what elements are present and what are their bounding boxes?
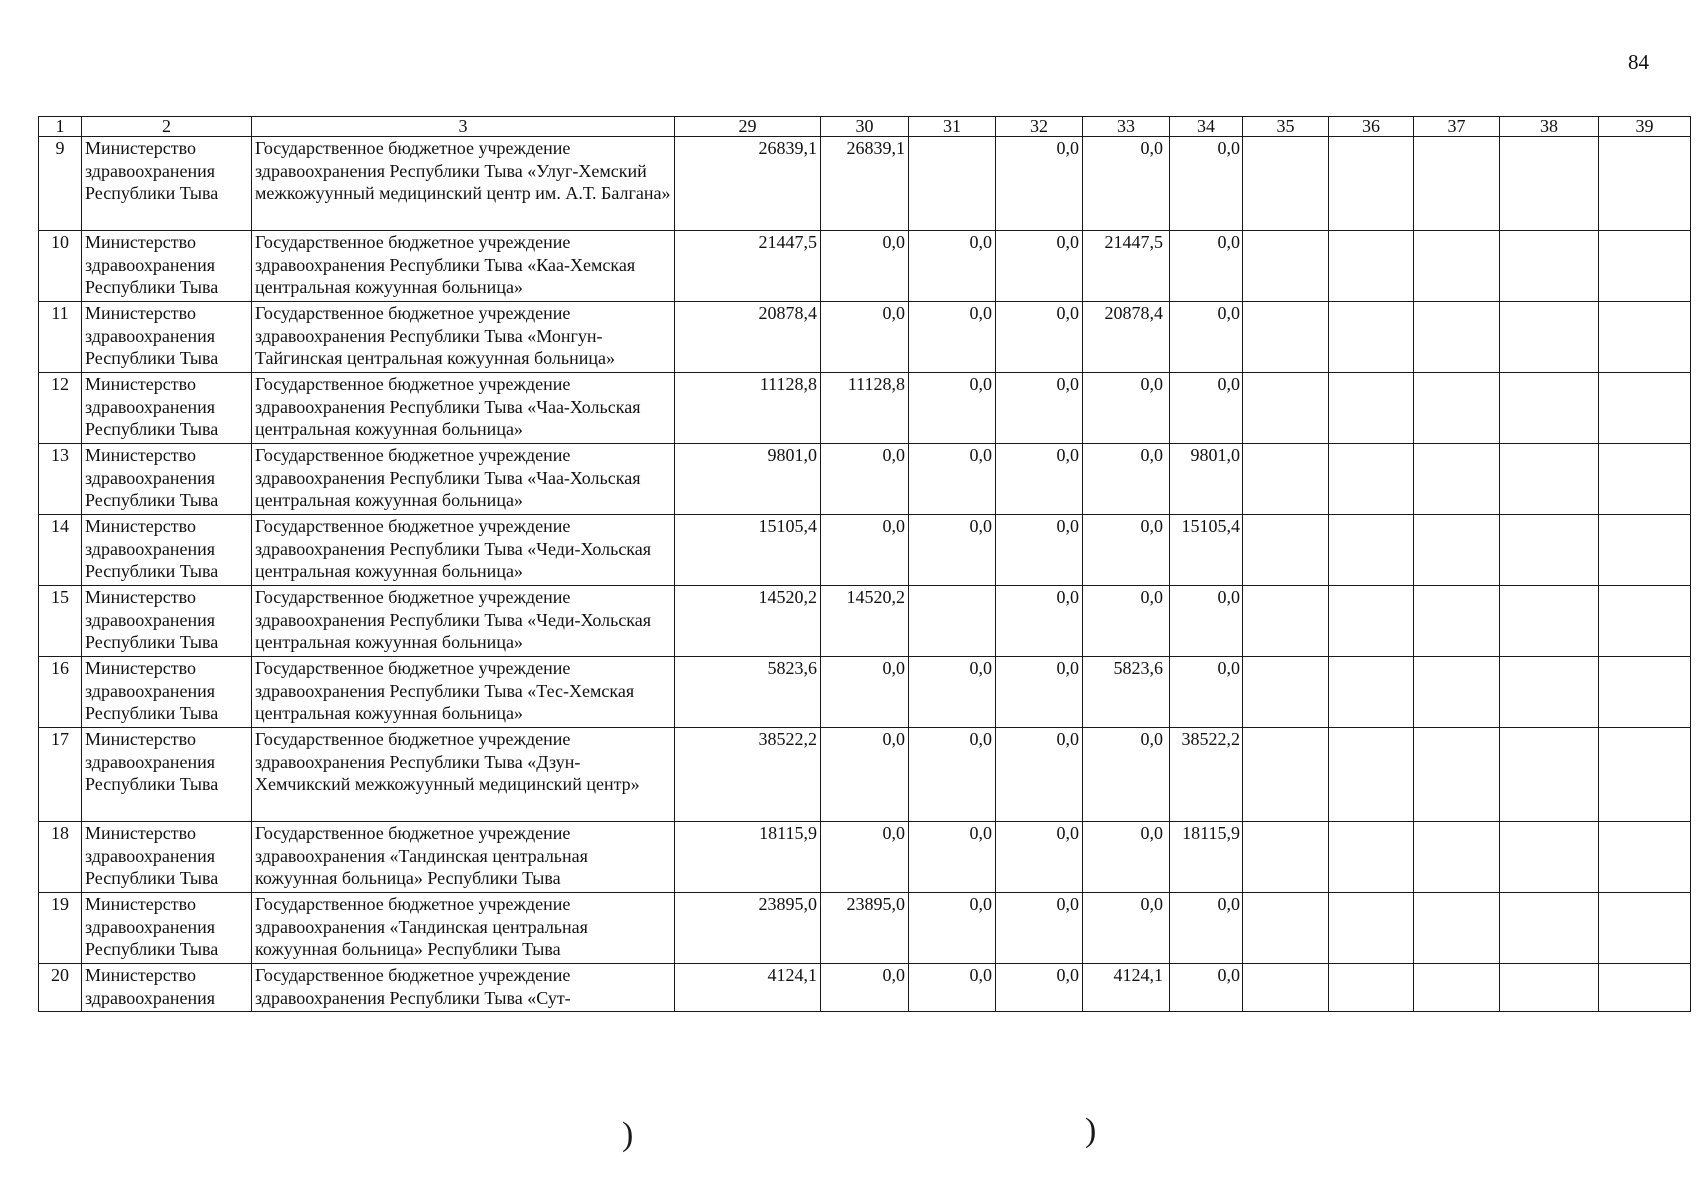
empty-cell-39 xyxy=(1599,231,1691,302)
empty-cell-38 xyxy=(1500,444,1599,515)
value-cell-34: 0,0 xyxy=(1170,373,1243,444)
table-row xyxy=(39,373,1691,444)
row-number: 11 xyxy=(39,302,82,373)
empty-cell-39 xyxy=(1599,302,1691,373)
empty-cell-35 xyxy=(1243,728,1329,822)
value-cell-30: 0,0 xyxy=(821,728,909,822)
value-cell-34: 0,0 xyxy=(1170,137,1243,231)
table-row xyxy=(39,586,1691,657)
value-cell-33: 0,0 xyxy=(1083,444,1170,515)
empty-cell-36 xyxy=(1329,657,1414,728)
scan-artifact-mark: ) xyxy=(1085,1112,1097,1149)
empty-cell-38 xyxy=(1500,137,1599,231)
empty-cell-37 xyxy=(1414,822,1500,893)
row-number: 18 xyxy=(39,822,82,893)
value-cell-30: 0,0 xyxy=(821,964,909,1012)
empty-cell-37 xyxy=(1414,373,1500,444)
empty-cell-38 xyxy=(1500,964,1599,1012)
column-header: 39 xyxy=(1599,117,1691,137)
empty-cell-35 xyxy=(1243,231,1329,302)
row-number: 20 xyxy=(39,964,82,1012)
column-header: 36 xyxy=(1329,117,1414,137)
value-cell-29: 5823,6 xyxy=(675,657,821,728)
value-cell-31: 0,0 xyxy=(909,728,996,822)
table-row xyxy=(39,822,1691,893)
value-cell-30: 11128,8 xyxy=(821,373,909,444)
column-header: 34 xyxy=(1170,117,1243,137)
institution-cell: Государственное бюджетное учреждение здравоохранения Республики Тыва «Чеди-Хольская центральная кожуунная больница» xyxy=(252,586,675,657)
column-header: 33 xyxy=(1083,117,1170,137)
value-cell-29: 38522,2 xyxy=(675,728,821,822)
institution-cell: Государственное бюджетное учреждение здравоохранения Республики Тыва «Монгун-Тайгинская центральная кожуунная больница» xyxy=(252,302,675,373)
empty-cell-36 xyxy=(1329,586,1414,657)
empty-cell-39 xyxy=(1599,822,1691,893)
ministry-cell: Министерство здравоохранения xyxy=(82,964,252,1012)
empty-cell-37 xyxy=(1414,302,1500,373)
ministry-cell: Министерство здравоохранения Республики Тыва xyxy=(82,657,252,728)
table-row xyxy=(39,444,1691,515)
institution-cell: Государственное бюджетное учреждение здравоохранения Республики Тыва «Каа-Хемская центральная кожуунная больница» xyxy=(252,231,675,302)
value-cell-32: 0,0 xyxy=(996,822,1083,893)
institution-cell: Государственное бюджетное учреждение здравоохранения Республики Тыва «Тес-Хемская центральная кожуунная больница» xyxy=(252,657,675,728)
empty-cell-36 xyxy=(1329,231,1414,302)
row-number: 17 xyxy=(39,728,82,822)
ministry-cell: Министерство здравоохранения Республики Тыва xyxy=(82,137,252,231)
value-cell-32: 0,0 xyxy=(996,515,1083,586)
empty-cell-35 xyxy=(1243,515,1329,586)
ministry-cell: Министерство здравоохранения Республики Тыва xyxy=(82,586,252,657)
value-cell-31: 0,0 xyxy=(909,964,996,1012)
value-cell-29: 4124,1 xyxy=(675,964,821,1012)
ministry-cell: Министерство здравоохранения Республики Тыва xyxy=(82,893,252,964)
empty-cell-35 xyxy=(1243,964,1329,1012)
value-cell-29: 15105,4 xyxy=(675,515,821,586)
empty-cell-36 xyxy=(1329,822,1414,893)
value-cell-34: 0,0 xyxy=(1170,893,1243,964)
empty-cell-37 xyxy=(1414,893,1500,964)
page-number: 84 xyxy=(1628,50,1649,74)
value-cell-31: 0,0 xyxy=(909,444,996,515)
column-header: 32 xyxy=(996,117,1083,137)
empty-cell-39 xyxy=(1599,137,1691,231)
empty-cell-35 xyxy=(1243,586,1329,657)
value-cell-33: 21447,5 xyxy=(1083,231,1170,302)
row-number: 12 xyxy=(39,373,82,444)
institution-cell: Государственное бюджетное учреждение здравоохранения Республики Тыва «Чаа-Хольская центральная кожуунная больница» xyxy=(252,373,675,444)
empty-cell-35 xyxy=(1243,444,1329,515)
value-cell-30: 0,0 xyxy=(821,515,909,586)
value-cell-29: 26839,1 xyxy=(675,137,821,231)
value-cell-31: 0,0 xyxy=(909,373,996,444)
empty-cell-36 xyxy=(1329,373,1414,444)
row-number: 10 xyxy=(39,231,82,302)
value-cell-30: 0,0 xyxy=(821,444,909,515)
value-cell-34: 15105,4 xyxy=(1170,515,1243,586)
value-cell-32: 0,0 xyxy=(996,964,1083,1012)
value-cell-32: 0,0 xyxy=(996,302,1083,373)
value-cell-30: 0,0 xyxy=(821,822,909,893)
empty-cell-38 xyxy=(1500,657,1599,728)
empty-cell-35 xyxy=(1243,657,1329,728)
column-header: 30 xyxy=(821,117,909,137)
empty-cell-38 xyxy=(1500,728,1599,822)
value-cell-33: 0,0 xyxy=(1083,586,1170,657)
empty-cell-35 xyxy=(1243,373,1329,444)
empty-cell-36 xyxy=(1329,302,1414,373)
value-cell-31: 0,0 xyxy=(909,302,996,373)
value-cell-30: 0,0 xyxy=(821,231,909,302)
value-cell-34: 0,0 xyxy=(1170,302,1243,373)
empty-cell-35 xyxy=(1243,137,1329,231)
institution-cell: Государственное бюджетное учреждение здравоохранения «Тандинская центральная кожуунная больница» Республики Тыва xyxy=(252,822,675,893)
empty-cell-39 xyxy=(1599,373,1691,444)
row-number: 15 xyxy=(39,586,82,657)
value-cell-34: 18115,9 xyxy=(1170,822,1243,893)
empty-cell-35 xyxy=(1243,893,1329,964)
value-cell-29: 20878,4 xyxy=(675,302,821,373)
value-cell-33: 4124,1 xyxy=(1083,964,1170,1012)
value-cell-32: 0,0 xyxy=(996,893,1083,964)
value-cell-31: 0,0 xyxy=(909,893,996,964)
institution-cell: Государственное бюджетное учреждение здравоохранения Республики Тыва «Сут- xyxy=(252,964,675,1012)
institution-cell: Государственное бюджетное учреждение здравоохранения «Тандинская центральная кожуунная больница» Республики Тыва xyxy=(252,893,675,964)
value-cell-33: 0,0 xyxy=(1083,893,1170,964)
value-cell-30: 23895,0 xyxy=(821,893,909,964)
empty-cell-39 xyxy=(1599,515,1691,586)
scan-artifact-mark: ) xyxy=(622,1116,634,1153)
value-cell-30: 26839,1 xyxy=(821,137,909,231)
empty-cell-39 xyxy=(1599,893,1691,964)
empty-cell-38 xyxy=(1500,586,1599,657)
ministry-cell: Министерство здравоохранения Республики Тыва xyxy=(82,728,252,822)
table-row xyxy=(39,964,1691,1012)
value-cell-33: 0,0 xyxy=(1083,137,1170,231)
empty-cell-37 xyxy=(1414,964,1500,1012)
budget-table xyxy=(38,116,1691,1012)
ministry-cell: Министерство здравоохранения Республики Тыва xyxy=(82,231,252,302)
empty-cell-37 xyxy=(1414,657,1500,728)
value-cell-32: 0,0 xyxy=(996,231,1083,302)
value-cell-32: 0,0 xyxy=(996,373,1083,444)
empty-cell-35 xyxy=(1243,302,1329,373)
row-number: 9 xyxy=(39,137,82,231)
empty-cell-36 xyxy=(1329,444,1414,515)
institution-cell: Государственное бюджетное учреждение здравоохранения Республики Тыва «Чаа-Хольская центральная кожуунная больница» xyxy=(252,444,675,515)
empty-cell-39 xyxy=(1599,444,1691,515)
value-cell-31: 0,0 xyxy=(909,657,996,728)
empty-cell-37 xyxy=(1414,137,1500,231)
row-number: 13 xyxy=(39,444,82,515)
table-row xyxy=(39,231,1691,302)
empty-cell-38 xyxy=(1500,515,1599,586)
row-number: 19 xyxy=(39,893,82,964)
column-header: 29 xyxy=(675,117,821,137)
value-cell-33: 0,0 xyxy=(1083,728,1170,822)
ministry-cell: Министерство здравоохранения Республики Тыва xyxy=(82,302,252,373)
value-cell-34: 38522,2 xyxy=(1170,728,1243,822)
column-header: 35 xyxy=(1243,117,1329,137)
table-row xyxy=(39,657,1691,728)
value-cell-34: 9801,0 xyxy=(1170,444,1243,515)
empty-cell-35 xyxy=(1243,822,1329,893)
value-cell-33: 0,0 xyxy=(1083,373,1170,444)
value-cell-30: 0,0 xyxy=(821,302,909,373)
value-cell-29: 14520,2 xyxy=(675,586,821,657)
value-cell-32: 0,0 xyxy=(996,728,1083,822)
value-cell-29: 18115,9 xyxy=(675,822,821,893)
column-header: 38 xyxy=(1500,117,1599,137)
institution-cell: Государственное бюджетное учреждение здравоохранения Республики Тыва «Дзун-Хемчикский межкожуунный медицинский центр» xyxy=(252,728,675,822)
row-number: 16 xyxy=(39,657,82,728)
value-cell-33: 0,0 xyxy=(1083,822,1170,893)
value-cell-33: 5823,6 xyxy=(1083,657,1170,728)
value-cell-32: 0,0 xyxy=(996,137,1083,231)
institution-cell: Государственное бюджетное учреждение здравоохранения Республики Тыва «Чеди-Хольская центральная кожуунная больница» xyxy=(252,515,675,586)
empty-cell-38 xyxy=(1500,893,1599,964)
value-cell-29: 11128,8 xyxy=(675,373,821,444)
value-cell-32: 0,0 xyxy=(996,657,1083,728)
value-cell-29: 9801,0 xyxy=(675,444,821,515)
empty-cell-38 xyxy=(1500,302,1599,373)
institution-cell: Государственное бюджетное учреждение здравоохранения Республики Тыва «Улуг-Хемский межкожуунный медицинский центр им. А.Т. Балгана» xyxy=(252,137,675,231)
empty-cell-39 xyxy=(1599,728,1691,822)
column-header: 37 xyxy=(1414,117,1500,137)
empty-cell-37 xyxy=(1414,515,1500,586)
value-cell-34: 0,0 xyxy=(1170,586,1243,657)
value-cell-30: 0,0 xyxy=(821,657,909,728)
table-row xyxy=(39,137,1691,231)
value-cell-30: 14520,2 xyxy=(821,586,909,657)
ministry-cell: Министерство здравоохранения Республики Тыва xyxy=(82,515,252,586)
table-row xyxy=(39,893,1691,964)
value-cell-34: 0,0 xyxy=(1170,657,1243,728)
empty-cell-36 xyxy=(1329,728,1414,822)
value-cell-31: 0,0 xyxy=(909,231,996,302)
empty-cell-38 xyxy=(1500,231,1599,302)
empty-cell-36 xyxy=(1329,515,1414,586)
table-row xyxy=(39,302,1691,373)
column-header: 3 xyxy=(252,117,675,137)
table-row xyxy=(39,728,1691,822)
ministry-cell: Министерство здравоохранения Республики Тыва xyxy=(82,444,252,515)
value-cell-29: 23895,0 xyxy=(675,893,821,964)
empty-cell-37 xyxy=(1414,444,1500,515)
value-cell-29: 21447,5 xyxy=(675,231,821,302)
table-row xyxy=(39,515,1691,586)
ministry-cell: Министерство здравоохранения Республики Тыва xyxy=(82,822,252,893)
value-cell-31: 0,0 xyxy=(909,515,996,586)
empty-cell-36 xyxy=(1329,137,1414,231)
value-cell-34: 0,0 xyxy=(1170,231,1243,302)
empty-cell-39 xyxy=(1599,657,1691,728)
empty-cell-37 xyxy=(1414,231,1500,302)
empty-cell-39 xyxy=(1599,964,1691,1012)
row-number: 14 xyxy=(39,515,82,586)
value-cell-31 xyxy=(909,586,996,657)
value-cell-32: 0,0 xyxy=(996,586,1083,657)
empty-cell-37 xyxy=(1414,586,1500,657)
value-cell-33: 20878,4 xyxy=(1083,302,1170,373)
column-header: 1 xyxy=(39,117,82,137)
empty-cell-38 xyxy=(1500,373,1599,444)
value-cell-33: 0,0 xyxy=(1083,515,1170,586)
empty-cell-37 xyxy=(1414,728,1500,822)
empty-cell-36 xyxy=(1329,893,1414,964)
value-cell-31 xyxy=(909,137,996,231)
value-cell-34: 0,0 xyxy=(1170,964,1243,1012)
table-header-row xyxy=(39,117,1691,137)
empty-cell-39 xyxy=(1599,586,1691,657)
empty-cell-38 xyxy=(1500,822,1599,893)
column-header: 31 xyxy=(909,117,996,137)
ministry-cell: Министерство здравоохранения Республики Тыва xyxy=(82,373,252,444)
value-cell-32: 0,0 xyxy=(996,444,1083,515)
value-cell-31: 0,0 xyxy=(909,822,996,893)
column-header: 2 xyxy=(82,117,252,137)
empty-cell-36 xyxy=(1329,964,1414,1012)
